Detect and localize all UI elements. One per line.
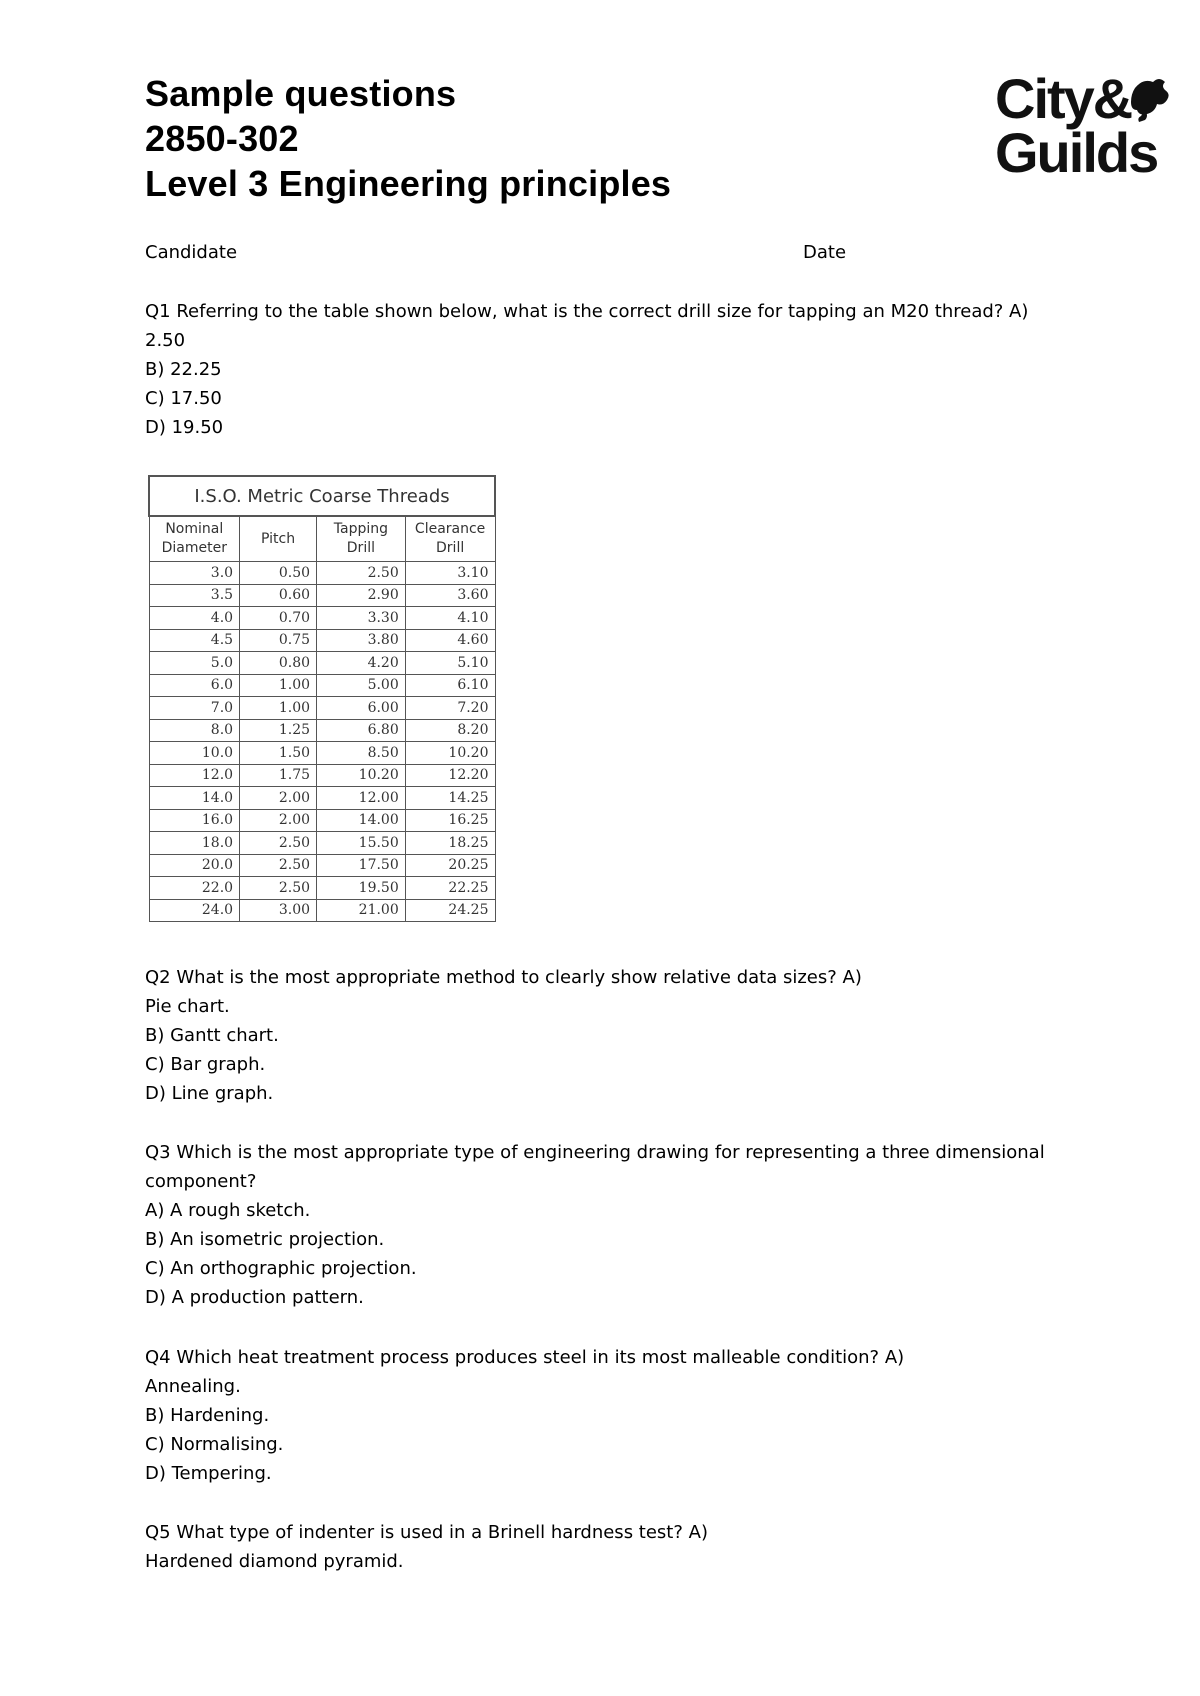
table-cell: 4.0 — [149, 607, 240, 630]
table-row — [149, 877, 495, 900]
table-cell: 16.25 — [405, 809, 495, 832]
table-row — [149, 832, 495, 855]
table-cell: 0.60 — [240, 584, 317, 607]
table-row — [149, 652, 495, 675]
header-line: Clearance — [414, 521, 486, 537]
table-cell: 24.0 — [149, 899, 240, 922]
question-stem: Q2 What is the most appropriate method to clearly show relative data sizes? A) — [145, 967, 862, 988]
col-header-clearance-drill — [405, 516, 495, 562]
table-row — [149, 584, 495, 607]
page-title-line-1: Sample questions — [145, 73, 457, 114]
table-row — [149, 787, 495, 810]
table-cell: 2.50 — [240, 877, 317, 900]
question-2 — [145, 963, 1065, 1108]
header-line: Drill — [436, 540, 465, 556]
col-header-nominal-diameter — [149, 516, 240, 562]
table-cell: 2.00 — [240, 787, 317, 810]
answer-option: Hardened diamond pyramid. — [145, 1551, 404, 1572]
answer-option: C) Bar graph. — [145, 1054, 266, 1075]
logo-text-line-2: Guilds — [995, 121, 1158, 184]
table-cell: 2.50 — [240, 832, 317, 855]
question-stem: Q4 Which heat treatment process produces steel in its most malleable condition? A) — [145, 1347, 905, 1368]
question-4 — [145, 1343, 1065, 1488]
table-row — [149, 742, 495, 765]
answer-option: Pie chart. — [145, 996, 230, 1017]
answer-option: B) Hardening. — [145, 1405, 270, 1426]
table-cell: 1.50 — [240, 742, 317, 765]
iso-metric-thread-table — [148, 475, 496, 922]
table-cell: 14.0 — [149, 787, 240, 810]
logo-text-line-1: City& — [995, 67, 1132, 130]
answer-option: D) A production pattern. — [145, 1287, 364, 1308]
table-cell: 20.25 — [405, 854, 495, 877]
table-cell: 7.0 — [149, 697, 240, 720]
table-row — [149, 562, 495, 585]
table-cell: 3.60 — [405, 584, 495, 607]
table-cell: 22.25 — [405, 877, 495, 900]
question-3 — [145, 1138, 1065, 1312]
table-row — [149, 697, 495, 720]
table-cell: 1.00 — [240, 674, 317, 697]
table-cell: 24.25 — [405, 899, 495, 922]
question-stem: Q3 Which is the most appropriate type of engineering drawing for representing a three dimensional component? — [145, 1142, 1045, 1192]
table-cell: 0.75 — [240, 629, 317, 652]
table-cell: 1.25 — [240, 719, 317, 742]
table-cell: 8.0 — [149, 719, 240, 742]
table-row — [149, 764, 495, 787]
answer-option: B) 22.25 — [145, 359, 222, 380]
table-cell: 8.50 — [317, 742, 406, 765]
table-cell: 7.20 — [405, 697, 495, 720]
header-line: Nominal — [165, 521, 224, 537]
table-row — [149, 674, 495, 697]
table-cell: 12.00 — [317, 787, 406, 810]
table-cell: 0.80 — [240, 652, 317, 675]
table-cell: 15.50 — [317, 832, 406, 855]
date-label: Date — [803, 242, 847, 263]
table-cell: 6.80 — [317, 719, 406, 742]
table-cell: 3.10 — [405, 562, 495, 585]
table-cell: 1.00 — [240, 697, 317, 720]
table-cell: 3.30 — [317, 607, 406, 630]
answer-option: Annealing. — [145, 1376, 241, 1397]
table-cell: 2.50 — [317, 562, 406, 585]
table-cell: 1.75 — [240, 764, 317, 787]
question-stem: Q5 What type of indenter is used in a Brinell hardness test? A) — [145, 1522, 708, 1543]
table-cell: 5.0 — [149, 652, 240, 675]
answer-option: D) Tempering. — [145, 1463, 272, 1484]
table-cell: 18.0 — [149, 832, 240, 855]
table-cell: 16.0 — [149, 809, 240, 832]
header-line: Tapping — [333, 521, 389, 537]
table-cell: 0.70 — [240, 607, 317, 630]
table-cell: 3.0 — [149, 562, 240, 585]
table-cell: 4.10 — [405, 607, 495, 630]
header-line: Pitch — [261, 530, 296, 547]
table-cell: 2.00 — [240, 809, 317, 832]
table-title: I.S.O. Metric Coarse Threads — [149, 476, 495, 516]
table-cell: 19.50 — [317, 877, 406, 900]
table-cell: 6.00 — [317, 697, 406, 720]
question-stem: Q1 Referring to the table shown below, what is the correct drill size for tapping an M20 thread? A) — [145, 301, 1029, 322]
answer-option: D) Line graph. — [145, 1083, 274, 1104]
answer-option: C) 17.50 — [145, 388, 222, 409]
table-cell: 2.90 — [317, 584, 406, 607]
table-cell: 8.20 — [405, 719, 495, 742]
table-cell: 12.0 — [149, 764, 240, 787]
table-row — [149, 719, 495, 742]
question-1 — [145, 297, 1065, 442]
table-row — [149, 629, 495, 652]
answer-option: D) 19.50 — [145, 417, 224, 438]
table-cell: 14.00 — [317, 809, 406, 832]
table-cell: 22.0 — [149, 877, 240, 900]
table-cell: 4.60 — [405, 629, 495, 652]
table-cell: 10.20 — [317, 764, 406, 787]
question-5 — [145, 1518, 1065, 1576]
table-cell: 17.50 — [317, 854, 406, 877]
table-cell: 10.0 — [149, 742, 240, 765]
table-cell: 6.0 — [149, 674, 240, 697]
table-row — [149, 899, 495, 922]
table-body — [149, 562, 495, 922]
table-row — [149, 809, 495, 832]
table-cell: 4.20 — [317, 652, 406, 675]
answer-option: A) A rough sketch. — [145, 1200, 311, 1221]
answer-option: B) An isometric projection. — [145, 1229, 385, 1250]
table-cell: 3.00 — [240, 899, 317, 922]
table-cell: 5.10 — [405, 652, 495, 675]
table-cell: 0.50 — [240, 562, 317, 585]
table-row — [149, 607, 495, 630]
table-cell: 4.5 — [149, 629, 240, 652]
table-cell: 2.50 — [240, 854, 317, 877]
table-cell: 10.20 — [405, 742, 495, 765]
candidate-label: Candidate — [145, 242, 238, 263]
table-cell: 5.00 — [317, 674, 406, 697]
table-header-row — [149, 516, 495, 562]
city-and-guilds-logo — [995, 66, 1175, 186]
table-cell: 3.5 — [149, 584, 240, 607]
page-title-line-3: Level 3 Engineering principles — [145, 163, 672, 204]
table-cell: 20.0 — [149, 854, 240, 877]
answer-option: B) Gantt chart. — [145, 1025, 279, 1046]
col-header-pitch — [240, 516, 317, 562]
table-cell: 12.20 — [405, 764, 495, 787]
answer-option: C) Normalising. — [145, 1434, 284, 1455]
table-cell: 18.25 — [405, 832, 495, 855]
table-cell: 6.10 — [405, 674, 495, 697]
header-line: Diameter — [161, 540, 227, 556]
table-row — [149, 854, 495, 877]
table-cell: 21.00 — [317, 899, 406, 922]
answer-option: C) An orthographic projection. — [145, 1258, 417, 1279]
table-cell: 14.25 — [405, 787, 495, 810]
col-header-tapping-drill — [317, 516, 406, 562]
header-line: Drill — [346, 540, 375, 556]
table-cell: 3.80 — [317, 629, 406, 652]
answer-option: 2.50 — [145, 330, 186, 351]
lion-emblem-icon — [1131, 79, 1169, 122]
page-title-line-2: 2850-302 — [145, 118, 299, 159]
